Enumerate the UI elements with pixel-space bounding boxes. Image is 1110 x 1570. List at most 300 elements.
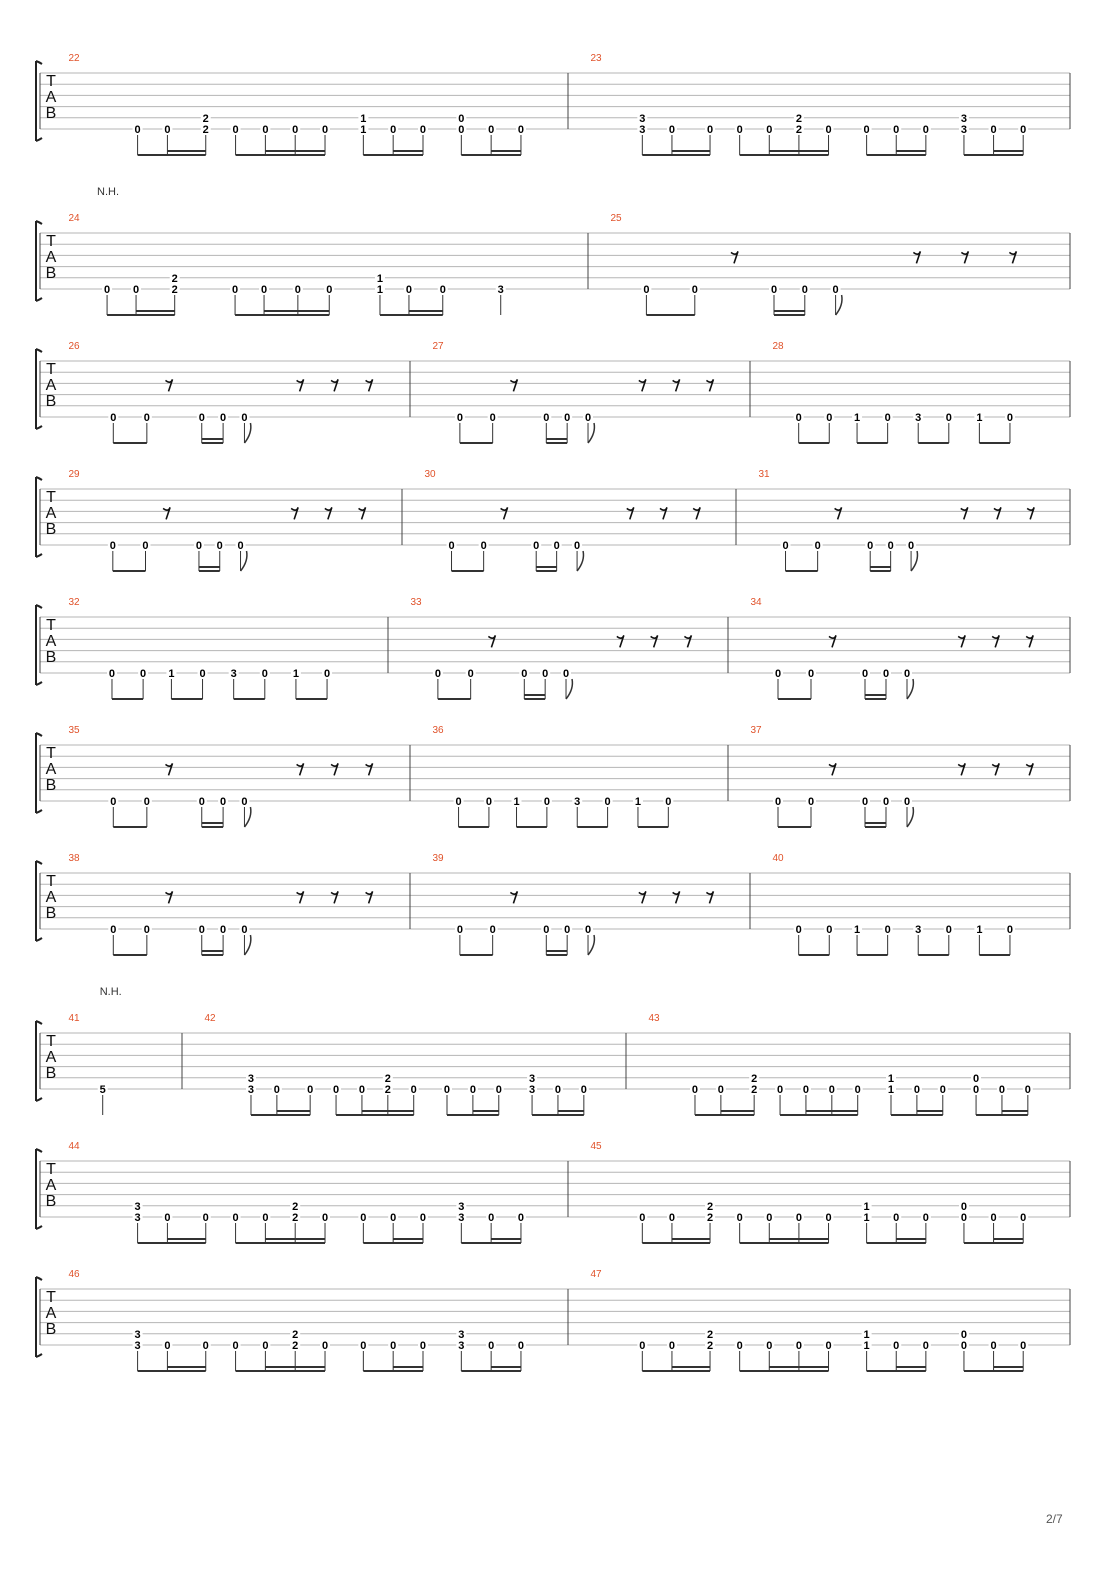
tab-clef-letter: B <box>45 1321 57 1338</box>
note-event <box>735 124 745 155</box>
measure <box>610 213 1016 315</box>
tab-clef-letter: B <box>45 393 57 410</box>
fret-number: 0 <box>489 924 496 936</box>
fret-number: 3 <box>528 1084 536 1096</box>
fret-number: 0 <box>580 1084 587 1096</box>
eighth-rest <box>510 379 517 391</box>
note-event <box>794 113 804 155</box>
fret-number: 0 <box>517 1340 525 1352</box>
fret-number: 0 <box>893 124 900 136</box>
fret-number: 2 <box>292 1200 299 1213</box>
note-event <box>637 113 647 155</box>
note-event <box>375 273 385 315</box>
fret-number: 2 <box>292 1328 299 1341</box>
eighth-rest <box>331 891 338 903</box>
note-event <box>246 1073 256 1115</box>
eighth-rest <box>1009 251 1016 263</box>
eighth-rest <box>660 507 667 519</box>
fret-number: 0 <box>232 124 239 136</box>
tab-clef-letter: B <box>45 649 57 666</box>
tab-clef-letter: T <box>46 1161 56 1178</box>
note-event <box>290 1329 300 1371</box>
fret-number: 0 <box>488 1340 495 1352</box>
fret-number: 0 <box>826 412 833 424</box>
fret-number: 0 <box>434 668 441 680</box>
measure <box>204 1013 588 1115</box>
note-event <box>198 668 208 699</box>
note-event <box>108 540 118 571</box>
fret-number: 3 <box>230 668 237 680</box>
fret-number: 0 <box>990 1340 997 1352</box>
fret-number: 3 <box>247 1072 255 1085</box>
note-event <box>913 924 923 955</box>
measure-number: 39 <box>432 853 444 864</box>
note-event <box>862 124 872 155</box>
note-event <box>852 924 862 955</box>
note-event <box>260 668 270 699</box>
tab-clef-letter: T <box>46 73 56 90</box>
fret-number: 2 <box>202 112 209 125</box>
fret-number: 0 <box>1020 1212 1027 1224</box>
fret-number: 0 <box>922 1212 929 1224</box>
eighth-rest <box>706 379 713 391</box>
note-event <box>108 796 118 827</box>
fret-number: 5 <box>99 1084 106 1096</box>
eighth-rest <box>992 763 999 775</box>
note-event <box>358 1340 368 1371</box>
fret-number: 0 <box>801 284 808 296</box>
note-event <box>773 668 783 699</box>
tab-clef-letter: A <box>45 89 57 106</box>
fret-number: 0 <box>562 668 570 680</box>
tab-system <box>36 597 1070 699</box>
eighth-rest <box>297 379 304 391</box>
measure <box>68 1141 526 1243</box>
note-event <box>170 273 180 315</box>
note-event <box>322 668 332 699</box>
fret-number: 0 <box>553 540 560 552</box>
fret-number: 0 <box>861 796 869 808</box>
note-event <box>133 1329 143 1371</box>
fret-number: 0 <box>195 540 203 552</box>
eighth-rest <box>731 251 738 263</box>
fret-number: 0 <box>443 1084 451 1096</box>
fret-number: 0 <box>260 284 268 296</box>
fret-number: 0 <box>104 284 111 296</box>
fret-number: 0 <box>232 1340 239 1352</box>
eighth-rest <box>684 635 691 647</box>
fret-number: 0 <box>480 540 487 552</box>
note-event <box>959 1201 969 1243</box>
fret-number: 0 <box>321 1212 329 1224</box>
fret-number: 0 <box>241 796 248 808</box>
fret-number: 0 <box>542 668 549 680</box>
note-event <box>824 924 834 955</box>
eighth-rest <box>488 635 495 647</box>
fret-number: 0 <box>795 924 802 936</box>
note-event <box>484 796 494 827</box>
fret-number: 0 <box>913 1084 920 1096</box>
fret-number: 0 <box>1024 1084 1031 1096</box>
fret-number: 0 <box>564 412 571 424</box>
note-event <box>107 668 117 699</box>
note-event <box>735 1340 745 1371</box>
fret-number: 2 <box>292 1340 299 1352</box>
note-event <box>690 284 700 315</box>
fret-number: 0 <box>807 796 815 808</box>
measure <box>68 725 372 827</box>
eighth-rest <box>829 635 836 647</box>
fret-number: 0 <box>198 796 205 808</box>
measure-number: 28 <box>772 341 784 352</box>
fret-number: 0 <box>495 1084 502 1096</box>
note-flag <box>244 935 250 955</box>
fret-number: 0 <box>945 924 952 936</box>
fret-number: 0 <box>390 1212 397 1224</box>
fret-number: 1 <box>513 796 520 808</box>
tab-clef-letter: A <box>45 249 57 266</box>
eighth-rest <box>331 379 338 391</box>
fret-number: 0 <box>419 1340 427 1352</box>
note-event <box>633 796 643 827</box>
fret-number: 0 <box>766 1212 773 1224</box>
note-event <box>442 1084 452 1115</box>
eighth-rest <box>297 891 304 903</box>
tab-clef-letter: T <box>46 873 56 890</box>
measure-number: 34 <box>750 597 762 608</box>
measure-number: 30 <box>424 469 436 480</box>
fret-number: 0 <box>261 668 268 680</box>
fret-number: 0 <box>202 1212 209 1224</box>
fret-number: 0 <box>543 924 550 936</box>
note-event <box>775 1084 785 1115</box>
fret-number: 1 <box>376 272 384 285</box>
fret-number: 0 <box>164 1340 171 1352</box>
fret-number: 1 <box>292 668 299 680</box>
fret-number: 0 <box>736 1212 743 1224</box>
fret-number: 0 <box>110 796 117 808</box>
fret-number: 0 <box>774 796 782 808</box>
note-event <box>291 668 301 699</box>
note-event <box>971 1073 981 1115</box>
note-event <box>603 796 613 827</box>
fret-number: 1 <box>360 124 367 136</box>
measure <box>750 725 1033 827</box>
note-event <box>512 796 522 827</box>
fret-number: 0 <box>854 1084 861 1096</box>
fret-number: 0 <box>410 1084 417 1096</box>
eighth-rest <box>366 891 373 903</box>
note-event <box>974 924 984 955</box>
fret-number: 0 <box>294 284 301 296</box>
note-event <box>488 924 498 955</box>
note-event <box>641 284 651 315</box>
fret-number: 0 <box>140 668 147 680</box>
fret-number: 0 <box>908 540 915 552</box>
fret-number: 1 <box>376 284 384 296</box>
measure-number: 46 <box>68 1269 80 1280</box>
note-flag <box>244 423 250 443</box>
fret-number: 0 <box>863 124 870 136</box>
eighth-rest <box>829 763 836 775</box>
tab-system <box>36 186 1070 315</box>
fret-number: 0 <box>826 924 833 936</box>
measure <box>68 341 372 443</box>
fret-number: 0 <box>517 1212 525 1224</box>
fret-number: 0 <box>143 412 150 424</box>
fret-number: 0 <box>321 124 329 136</box>
fret-number: 0 <box>766 124 773 136</box>
fret-number: 0 <box>543 796 550 808</box>
eighth-rest <box>958 763 965 775</box>
eighth-rest <box>639 891 646 903</box>
fret-number: 0 <box>990 124 997 136</box>
measure <box>648 1013 1032 1115</box>
tab-clef-letter: B <box>45 265 57 282</box>
fret-number: 0 <box>972 1084 980 1096</box>
fret-number: 0 <box>736 1340 743 1352</box>
fret-number: 0 <box>134 124 141 136</box>
tab-clef-letter: T <box>46 489 56 506</box>
fret-number: 0 <box>232 1212 239 1224</box>
fret-number: 0 <box>241 924 248 936</box>
fret-number: 3 <box>247 1084 255 1096</box>
fret-number: 0 <box>488 1212 495 1224</box>
measure <box>750 597 1033 699</box>
fret-number: 0 <box>543 412 550 424</box>
fret-number: 0 <box>795 412 802 424</box>
fret-number: 0 <box>326 284 333 296</box>
eighth-rest <box>835 507 842 519</box>
measure-number: 36 <box>432 725 444 736</box>
measure <box>68 1013 107 1115</box>
measure-number: 24 <box>68 213 80 224</box>
fret-number: 0 <box>489 412 496 424</box>
note-event <box>637 1212 647 1243</box>
note-flag <box>907 679 913 699</box>
eighth-rest <box>510 891 517 903</box>
note-event <box>108 412 118 443</box>
fret-number: 3 <box>574 796 581 808</box>
tab-clef-letter: B <box>45 777 57 794</box>
fret-number: 0 <box>604 796 611 808</box>
measure-number: 29 <box>68 469 80 480</box>
eighth-rest <box>673 891 680 903</box>
fret-number: 0 <box>220 412 227 424</box>
fret-number: 0 <box>825 1212 832 1224</box>
fret-number: 0 <box>143 796 150 808</box>
fret-number: 0 <box>232 284 239 296</box>
fret-number: 0 <box>922 1340 929 1352</box>
tab-system <box>36 53 1070 155</box>
tab-system <box>36 341 1070 443</box>
measure-number: 26 <box>68 341 80 352</box>
fret-number: 3 <box>458 1212 465 1224</box>
fret-number: 0 <box>241 412 248 424</box>
fret-number: 0 <box>814 540 821 552</box>
fret-number: 0 <box>884 924 891 936</box>
fret-number: 0 <box>390 1340 397 1352</box>
fret-number: 0 <box>736 124 743 136</box>
eighth-rest <box>501 507 508 519</box>
fret-number: 3 <box>134 1212 141 1224</box>
fret-number: 3 <box>960 124 968 136</box>
fret-number: 0 <box>323 668 331 680</box>
tab-clef-letter: T <box>46 617 56 634</box>
tab-clef-letter: A <box>45 1049 57 1066</box>
fret-number: 1 <box>863 1340 870 1352</box>
fret-number: 0 <box>832 284 839 296</box>
note-event <box>883 924 893 955</box>
fret-number: 0 <box>439 284 446 296</box>
tab-clef-letter: A <box>45 1177 57 1194</box>
fret-number: 0 <box>110 412 117 424</box>
fret-number: 3 <box>458 1340 465 1352</box>
note-event <box>794 924 804 955</box>
note-event <box>231 1340 241 1371</box>
note-event <box>1005 924 1015 955</box>
tab-clef-letter: A <box>45 889 57 906</box>
measure <box>68 1269 526 1371</box>
note-flag <box>241 551 247 571</box>
measure-number: 45 <box>590 1141 602 1152</box>
tab-clef-letter: B <box>45 905 57 922</box>
fret-number: 0 <box>795 1212 802 1224</box>
fret-number: 0 <box>517 124 525 136</box>
measure <box>432 725 673 827</box>
eighth-rest <box>166 763 173 775</box>
measure-number: 35 <box>68 725 80 736</box>
fret-number: 0 <box>467 668 474 680</box>
fret-number: 1 <box>976 924 983 936</box>
fret-number: 0 <box>691 1084 699 1096</box>
fret-number: 2 <box>706 1340 714 1352</box>
fret-number: 0 <box>419 124 427 136</box>
note-event <box>358 1212 368 1243</box>
tab-clef-letter: A <box>45 505 57 522</box>
fret-number: 0 <box>469 1084 476 1096</box>
note-event <box>773 796 783 827</box>
fret-number: 2 <box>706 1200 714 1213</box>
measure <box>424 469 700 571</box>
fret-number: 0 <box>307 1084 314 1096</box>
fret-number: 0 <box>882 796 890 808</box>
fret-number: 0 <box>807 668 815 680</box>
measure <box>68 853 372 955</box>
fret-number: 0 <box>776 1084 784 1096</box>
fret-number: 0 <box>1020 124 1027 136</box>
note-event <box>230 284 240 315</box>
fret-number: 3 <box>134 1340 141 1352</box>
eighth-rest <box>166 379 173 391</box>
note-event <box>231 1212 241 1243</box>
note-event <box>690 1084 700 1115</box>
fret-number: 0 <box>668 1340 676 1352</box>
note-event <box>201 113 211 155</box>
note-event <box>944 924 954 955</box>
note-event <box>466 668 476 699</box>
measure <box>772 341 1015 443</box>
fret-number: 0 <box>108 668 116 680</box>
tab-clef-letter: T <box>46 1289 56 1306</box>
note-event <box>862 1329 872 1371</box>
tab-clef-letter: A <box>45 633 57 650</box>
fret-number: 0 <box>1020 1340 1027 1352</box>
measure-number: 33 <box>410 597 422 608</box>
natural-harmonic-annotation: N.H. <box>99 986 122 998</box>
note-flag <box>911 551 917 571</box>
fret-number: 1 <box>168 668 175 680</box>
note-event <box>572 796 582 827</box>
fret-number: 0 <box>164 124 171 136</box>
note-event <box>383 1073 393 1115</box>
note-event <box>229 668 239 699</box>
tab-system <box>36 725 1070 827</box>
measure-number: 40 <box>772 853 784 864</box>
eighth-rest <box>651 635 658 647</box>
tab-clef-letter: T <box>46 361 56 378</box>
measure <box>758 469 1034 571</box>
note-event <box>231 124 241 155</box>
tab-system <box>36 1269 1070 1371</box>
fret-number: 0 <box>405 284 413 296</box>
fret-number: 0 <box>867 540 874 552</box>
note-event <box>852 412 862 443</box>
fret-number: 0 <box>639 1212 646 1224</box>
fret-number: 0 <box>488 124 495 136</box>
measure-number: 44 <box>68 1141 80 1152</box>
note-flag <box>836 295 842 315</box>
note-event <box>142 412 152 443</box>
measure-number: 32 <box>68 597 80 608</box>
fret-number: 0 <box>825 124 832 136</box>
tab-system <box>36 853 1070 955</box>
measure <box>590 53 1028 155</box>
fret-number: 0 <box>419 1212 427 1224</box>
note-event <box>456 1201 466 1243</box>
note-event <box>959 113 969 155</box>
note-event <box>705 1329 715 1371</box>
fret-number: 3 <box>960 112 968 125</box>
measure-number: 31 <box>758 469 770 480</box>
note-event <box>133 124 143 155</box>
fret-number: 2 <box>171 284 178 296</box>
eighth-rest <box>961 507 968 519</box>
fret-number: 1 <box>887 1072 895 1085</box>
fret-number: 0 <box>887 540 894 552</box>
note-event <box>542 796 552 827</box>
fret-number: 0 <box>521 668 528 680</box>
note-event <box>98 1084 108 1115</box>
fret-number: 0 <box>584 412 592 424</box>
fret-number: 0 <box>945 412 952 424</box>
eighth-rest <box>291 507 298 519</box>
fret-number: 1 <box>853 924 861 936</box>
eighth-rest <box>992 635 999 647</box>
fret-number: 0 <box>273 1084 280 1096</box>
note-event <box>781 540 791 571</box>
eighth-rest <box>706 891 713 903</box>
fret-number: 0 <box>360 1212 367 1224</box>
note-event <box>496 284 506 315</box>
tab-clef-letter: B <box>45 105 57 122</box>
fret-number: 3 <box>639 112 646 125</box>
fret-number: 0 <box>903 796 911 808</box>
fret-number: 2 <box>751 1084 758 1096</box>
note-event <box>974 412 984 443</box>
eighth-rest <box>693 507 700 519</box>
fret-number: 0 <box>292 124 299 136</box>
